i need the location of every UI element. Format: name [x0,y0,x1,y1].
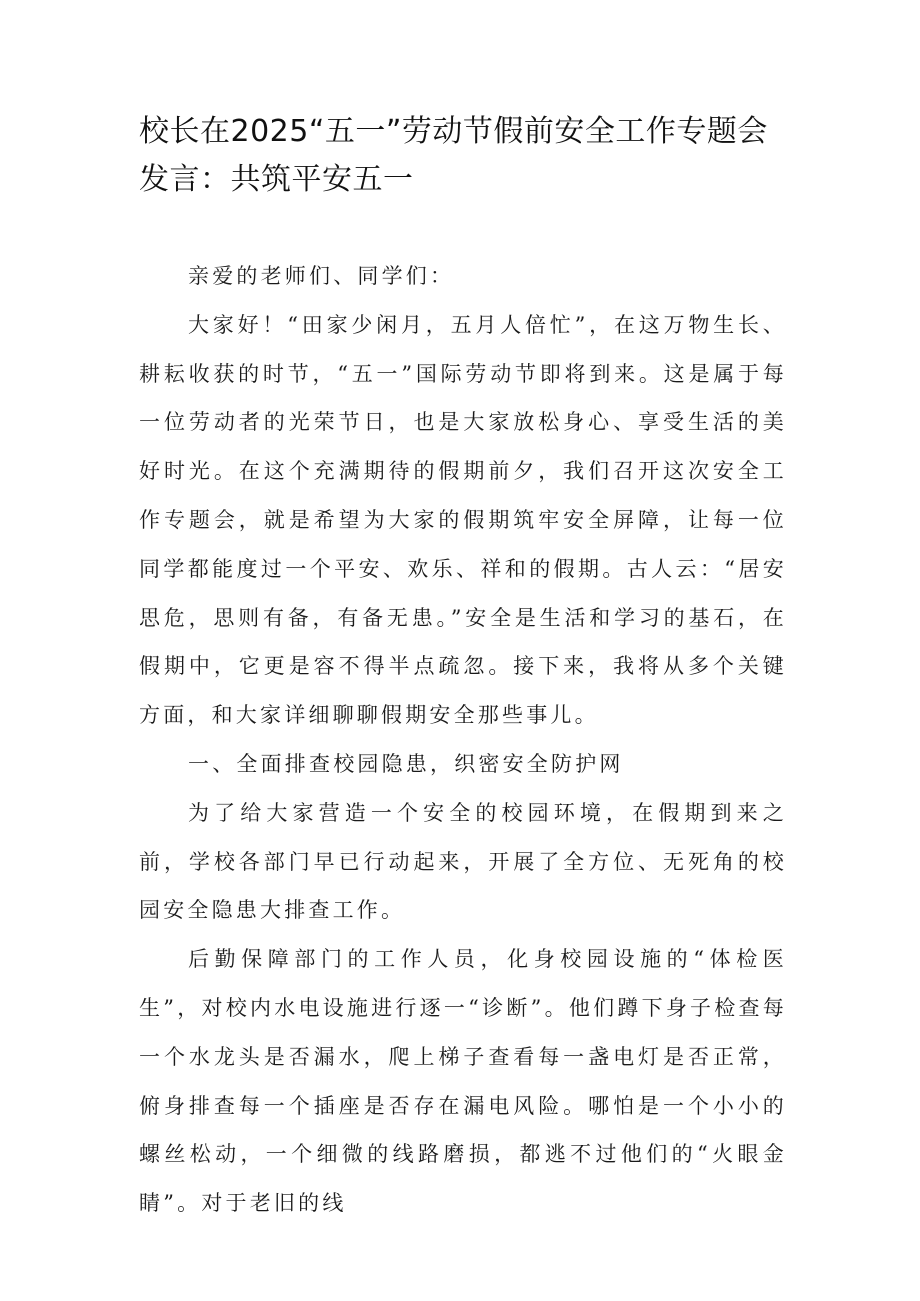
section-heading-1: 一、全面排查校园隐患，织密安全防护网 [188,751,624,776]
document-title: 校长在2025“五一”劳动节假前安全工作专题会发言：共筑平安五一 [139,114,768,197]
paragraph-opening: 大家好！“田家少闲月，五月人倍忙”，在这万物生长、耕耘收获的时节，“五一”国际劳动节即将到来。这是属于每一位劳动者的光荣节日，也是大家放松身心、享受生活的美好时光。在这个充满期待的假期前夕，我们召开这次安全工作专题会，就是希望为大家的假期筑牢安全屏障，让每一位同学都能度过一个平安、欢乐、祥和的假期。古人云：“居安思危，思则有备，有备无患。”安全是生活和学习的基石，在假期中，它更是容不得半点疏忽。接下来，我将从多个关键方面，和大家详细聊聊假期安全那些事儿。 [139,312,787,728]
paragraph-section-1-intro: 为了给大家营造一个安全的校园环境，在假期到来之前，学校各部门早已行动起来，开展了全方位、无死角的校园安全隐患大排查工作。 [139,800,787,923]
document-body [139,252,787,1228]
paragraph-logistics: 后勤保障部门的工作人员，化身校园设施的“体检医生”，对校内水电设施进行逐一“诊断”。他们蹲下身子检查每一个水龙头是否漏水，爬上梯子查看每一盏电灯是否正常，俯身排查每一个插座是否存在漏电风险。哪怕是一个小小的螺丝松动，一个细微的线路磨损，都逃不过他们的“火眼金睛”。对于老旧的线 [139,947,787,1216]
paragraph-salutation: 亲爱的老师们、同学们： [188,264,455,288]
